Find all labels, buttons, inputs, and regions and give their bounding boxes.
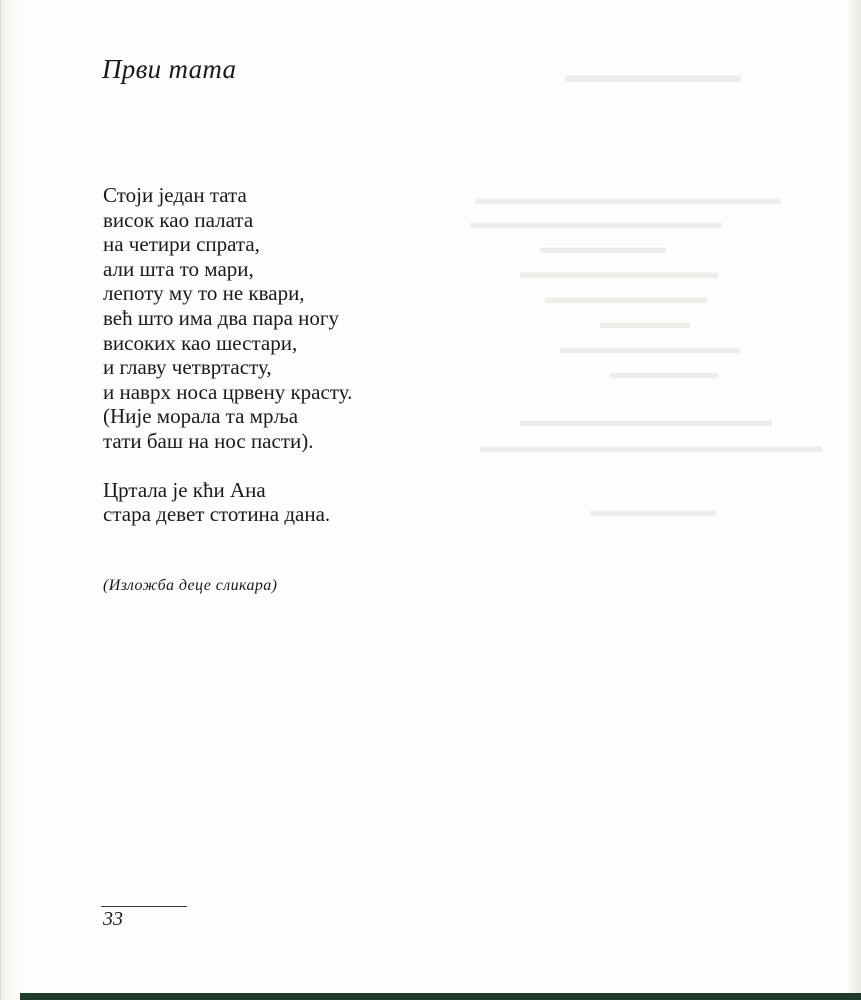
- poem-line: стара девет стотина дана.: [103, 502, 331, 527]
- poem-line: високих као шестари,: [103, 330, 298, 355]
- bleed-through-line: ▬▬▬▬▬▬▬▬▬▬▬▬▬▬: [520, 410, 772, 430]
- poem-line: лепоту му то не квари,: [103, 281, 305, 306]
- poem-line: али шта то мари,: [103, 256, 254, 281]
- poem-title: Први тата: [102, 54, 237, 84]
- bleed-through-line: ▬▬▬▬▬: [600, 312, 690, 332]
- page-gutter-edge: [0, 0, 21, 1000]
- poem-line: (Није морала та мрља: [103, 404, 299, 429]
- stanza-break: [103, 454, 352, 478]
- bleed-through-line: ▬▬▬▬▬▬▬: [540, 237, 666, 257]
- poem-line: на четири спрата,: [103, 232, 260, 257]
- poem-line: и наврх носа црвену красту.: [103, 379, 353, 404]
- poem-line: и главу четвртасту,: [103, 355, 272, 380]
- bleed-through-line: ▬▬▬▬▬▬▬▬▬: [545, 287, 707, 307]
- bleed-through-line: ▬▬▬▬▬▬▬: [590, 500, 716, 520]
- bleed-through-line: ▬▬▬▬▬▬▬▬▬▬▬▬▬▬▬▬▬▬▬: [480, 436, 822, 456]
- poem-line: висок као палата: [103, 207, 254, 232]
- poem-body: [103, 183, 352, 527]
- bleed-through-line: ▬▬▬▬▬▬▬▬▬▬▬▬▬▬: [470, 212, 722, 232]
- bleed-through-line: ▬▬▬▬▬▬▬▬▬▬: [560, 337, 740, 357]
- bleed-through-line: ▬▬▬▬▬▬▬▬▬▬▬▬▬▬▬▬▬: [475, 188, 781, 208]
- poem-caption: (Изложба деце сликара): [103, 577, 278, 594]
- poem-line: Цртала је кћи Ана: [103, 477, 266, 502]
- footer-rule: [101, 906, 187, 907]
- bleed-through-title: ▬▬▬▬▬▬▬▬: [565, 62, 741, 87]
- poem-line: тати баш на нос пасти).: [103, 428, 314, 453]
- bleed-through-line: ▬▬▬▬▬▬: [610, 362, 718, 382]
- book-cover-edge: [20, 993, 861, 1000]
- page-number: 33: [103, 908, 123, 930]
- poem-line: већ што има два пара ногу: [103, 305, 340, 330]
- page-right-edge: [847, 0, 861, 1000]
- poem-line: Стоји један тата: [103, 183, 247, 207]
- bleed-through-line: ▬▬▬▬▬▬▬▬▬▬▬: [520, 262, 718, 282]
